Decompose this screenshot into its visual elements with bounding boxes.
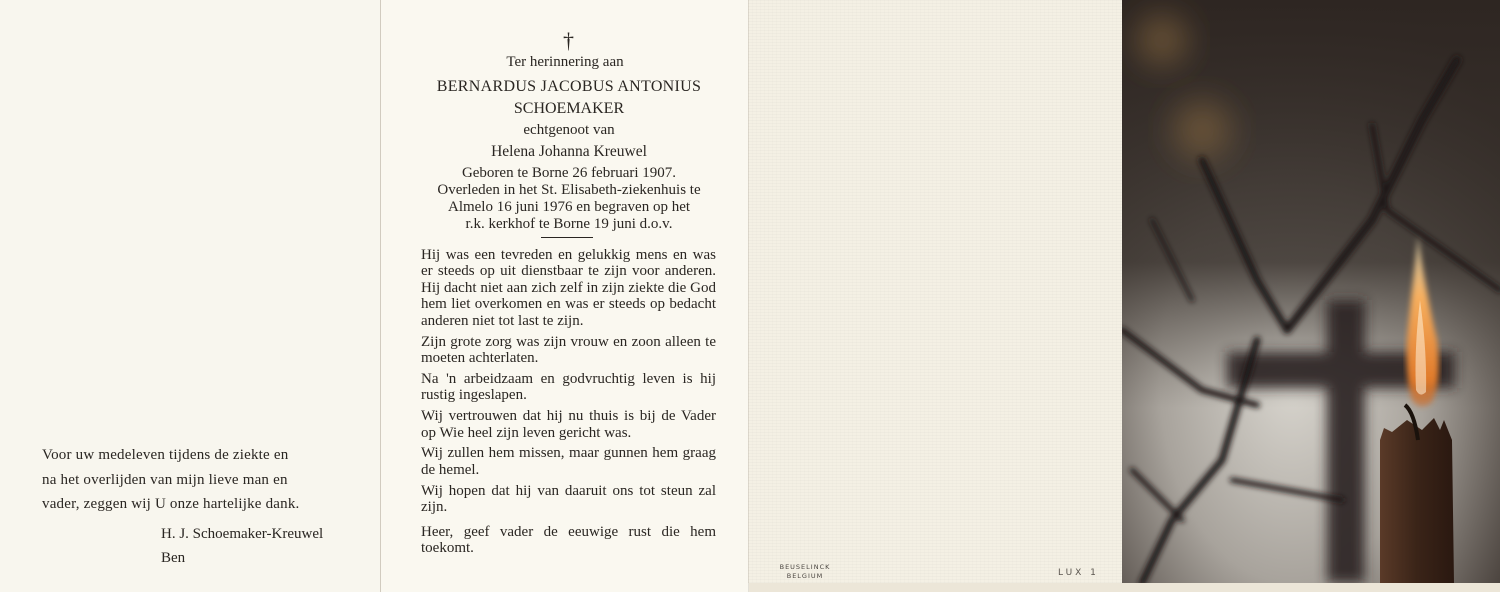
series-code: LUX 1	[1058, 568, 1099, 578]
card-blank-panel	[748, 0, 1122, 583]
signature-widow: H. J. Schoemaker-Kreuwel	[161, 526, 324, 542]
memorial-paragraph: Na 'n arbeidzaam en godvruchtig leven is hij rustig ingeslapen.	[421, 370, 716, 404]
thanks-line: Voor uw medeleven tijdens de ziekte en	[42, 447, 289, 463]
memorial-paragraph: Wij zullen hem missen, maar gunnen hem graag de hemel.	[421, 445, 716, 478]
deceased-given-names: BERNARDUS JACOBUS ANTONIUS	[436, 78, 702, 95]
printer-imprint	[778, 563, 832, 581]
bio-line: Almelo 16 juni 1976 en begraven op het	[447, 199, 691, 215]
spouse-intro: echtgenoot van	[523, 122, 615, 138]
memorial-paragraph: Wij hopen dat hij van daaruit ons tot steun zal zijn.	[421, 482, 716, 516]
memorial-paragraph: Hij was een tevreden en gelukkig mens en was er steeds op uit dienstbaar te zijn voor anderen. Hij dacht niet aan zich zelf in zijn ziekte die God hem liet overkomen en was er steeds op bedacht anderen niet tot last te zijn.	[421, 247, 716, 329]
memorial-body	[421, 247, 716, 561]
thanks-line: na het overlijden van mijn lieve man en	[42, 471, 288, 488]
thanks-message	[42, 443, 340, 517]
cross-icon: †	[563, 28, 574, 53]
bio-line: Overleden in het St. Elisabeth-ziekenhuis te	[437, 182, 701, 198]
memorial-paragraph: Wij vertrouwen dat hij nu thuis is bij de Vader op Wie heel zijn leven gericht was.	[421, 408, 716, 441]
fold-line	[380, 0, 381, 592]
biographical-details	[381, 165, 757, 233]
memorial-text-panel	[380, 0, 749, 592]
memorial-prayer: Heer, geef vader de eeuwige rust die hem toekomt.	[421, 523, 716, 556]
divider-rule	[541, 237, 593, 238]
signature-son: Ben	[161, 550, 186, 566]
thanks-line: vader, zeggen wij U onze hartelijke dank.	[42, 496, 300, 512]
memorial-paragraph: Zijn grote zorg was zijn vrouw en zoon alleen te moeten achterlaten.	[421, 333, 716, 366]
printer-name: BEUSELINCK	[779, 563, 831, 571]
deceased-surname: SCHOEMAKER	[513, 100, 625, 117]
printer-country: BELGIUM	[786, 572, 824, 580]
candle-cross-thorns-image	[1122, 0, 1500, 583]
candle-cross-photo	[1122, 0, 1500, 583]
bio-line: r.k. kerkhof te Borne 19 juni d.o.v.	[465, 216, 673, 232]
spouse-name: Helena Johanna Kreuwel	[491, 143, 647, 160]
memorial-intro: Ter herinnering aan	[506, 54, 624, 70]
bio-line: Geboren te Borne 26 februari 1907.	[461, 165, 677, 181]
fold-line	[748, 0, 749, 592]
card-back-left-panel	[0, 0, 380, 592]
